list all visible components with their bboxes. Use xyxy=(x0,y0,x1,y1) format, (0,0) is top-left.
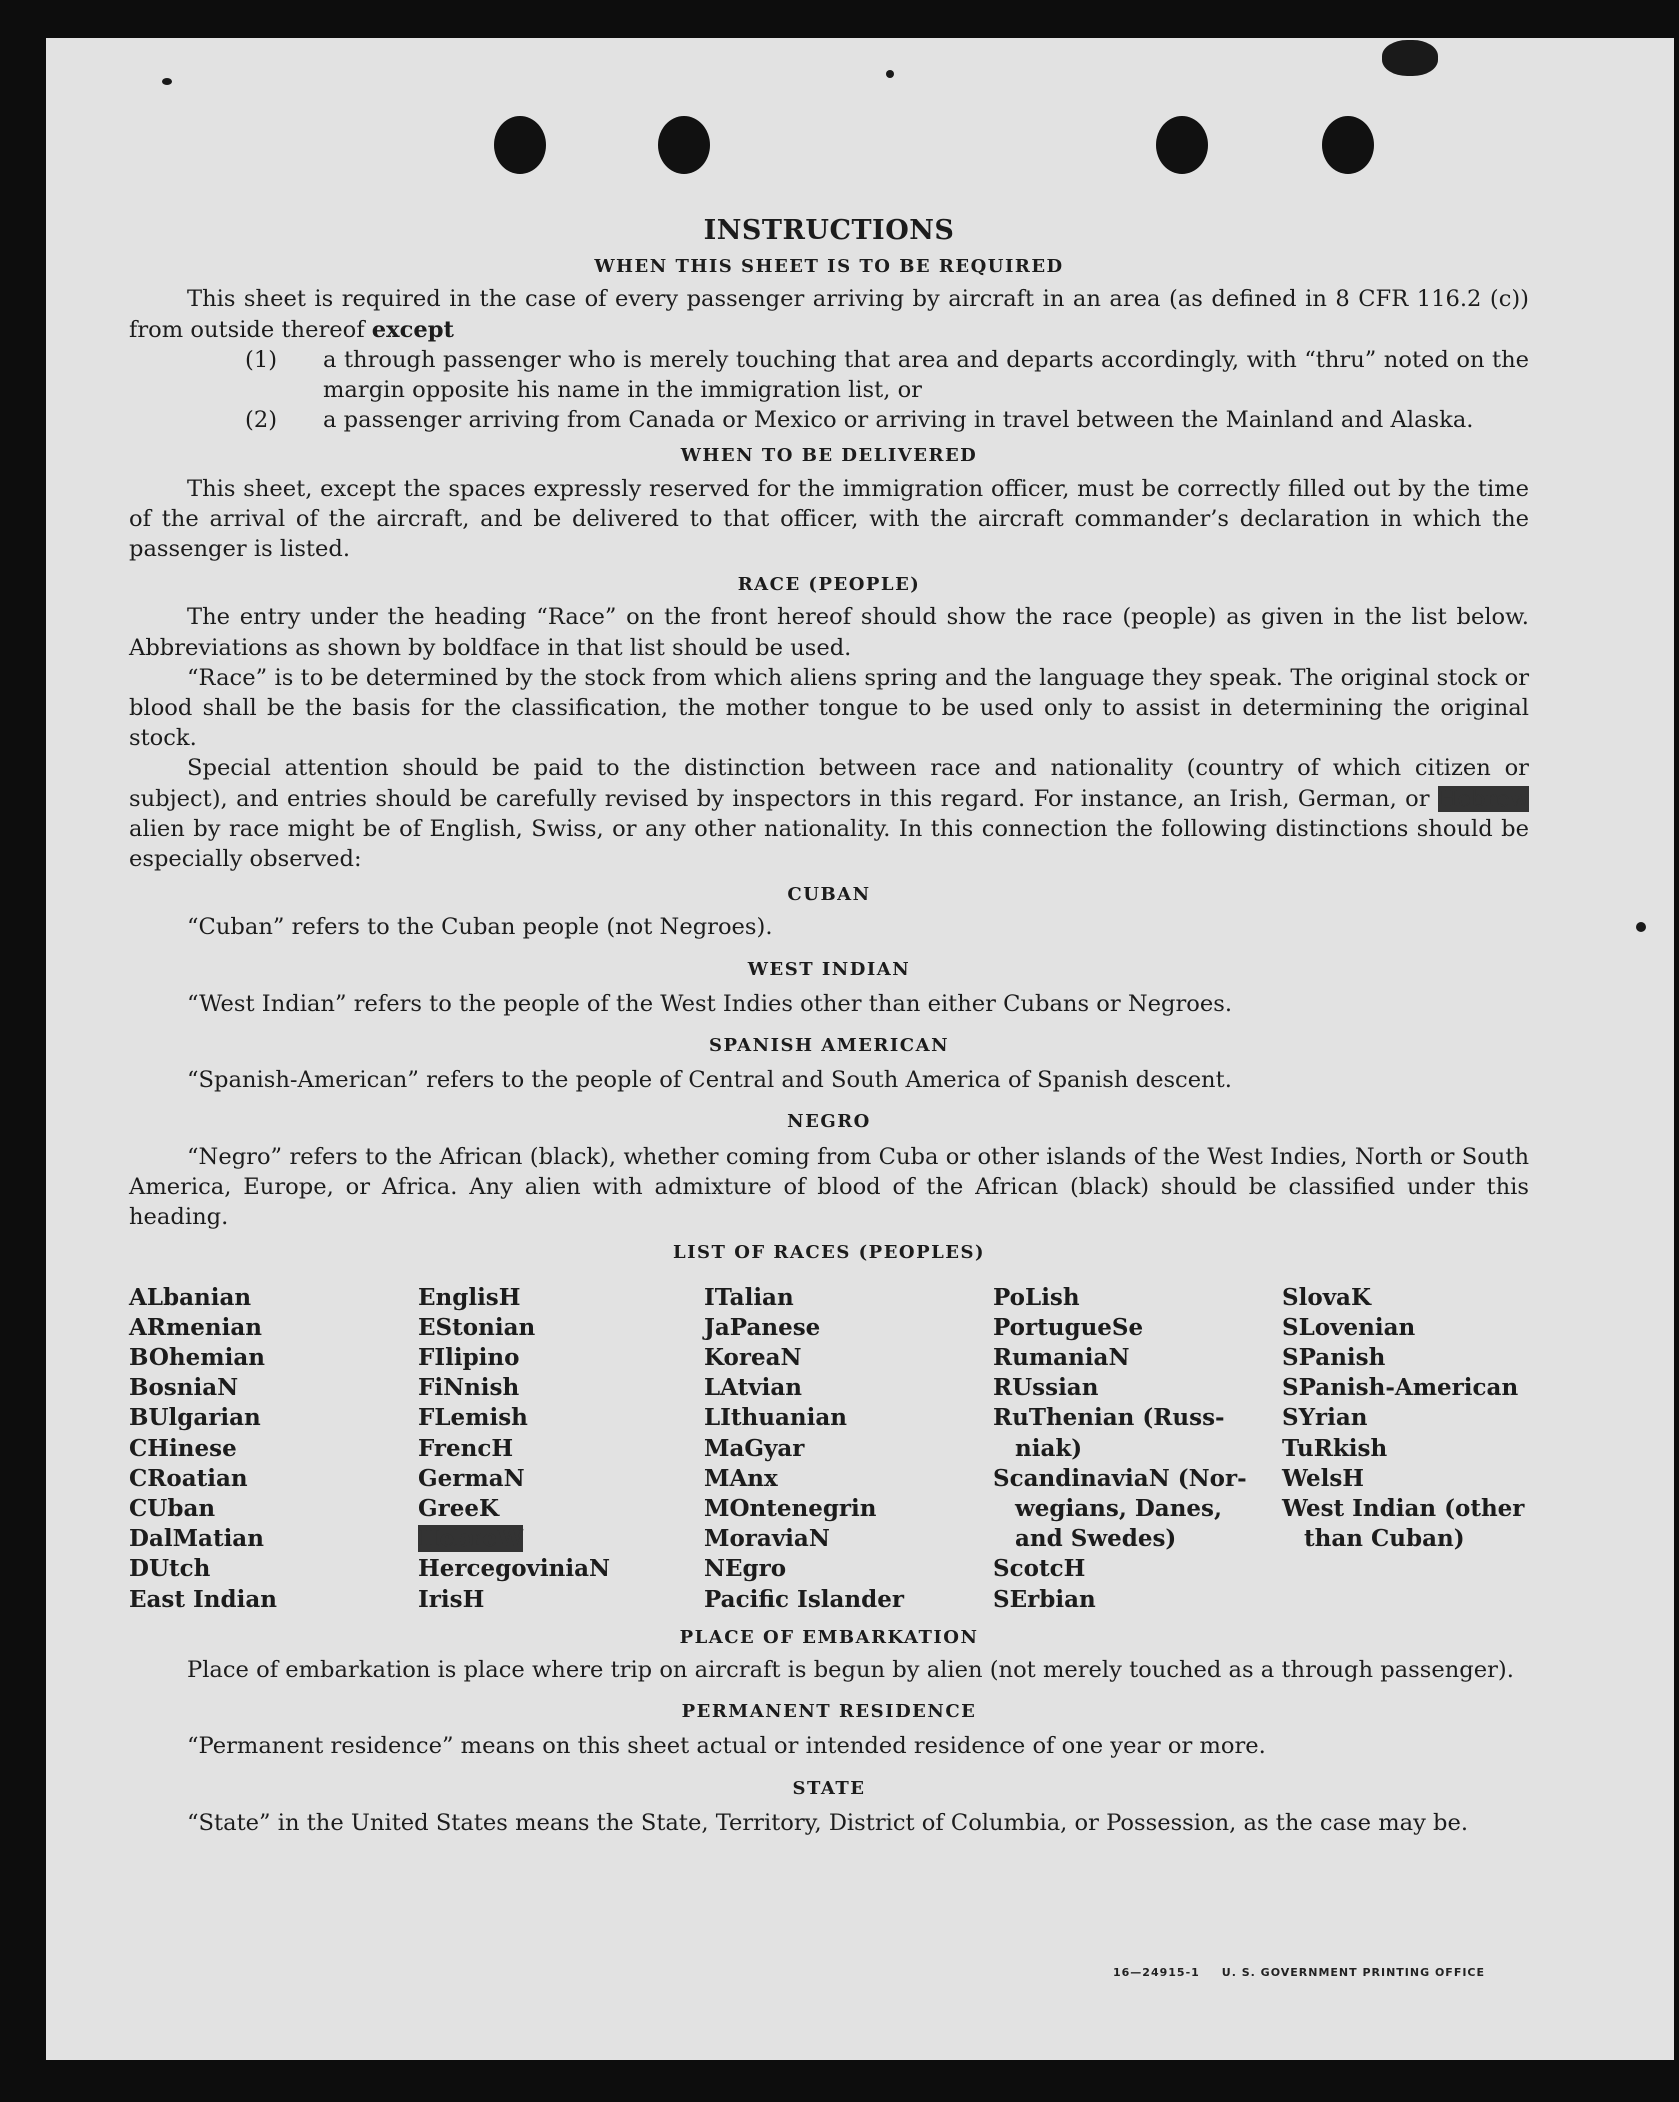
ink-speck xyxy=(1382,40,1438,76)
race-entry: NEgro xyxy=(704,1555,787,1583)
race-entry: ARmenian xyxy=(129,1313,263,1341)
race-entry: PortugueSe xyxy=(993,1313,1144,1341)
race-entry: SPanish-American xyxy=(1282,1374,1519,1402)
heading-race: RACE (PEOPLE) xyxy=(737,574,921,596)
race-entry: FLemish xyxy=(418,1404,528,1432)
embarkation-text: Place of embarkation is place where trip on aircraft is begun by alien (not merely touched as a through passenger). xyxy=(187,1656,1514,1683)
west-indian-text: “West Indian” refers to the people of the West Indies other than either Cubans or Negroes. xyxy=(187,990,1233,1017)
race-entry: ScandinaviaN (Nor- xyxy=(993,1464,1247,1492)
document-page xyxy=(46,38,1674,2060)
race-entry-continued: than Cuban) xyxy=(1304,1525,1465,1553)
race-column-2 xyxy=(418,1283,704,1615)
race-entry: BOhemian xyxy=(129,1343,265,1371)
race-entry: FrencH xyxy=(418,1434,514,1462)
race-entry: SPanish xyxy=(1282,1343,1386,1371)
race-entry-continued: wegians, Danes, xyxy=(1015,1494,1222,1522)
race-entry: East Indian xyxy=(129,1585,277,1613)
state-text: “State” in the United States means the State, Territory, District of Columbia, or Possession, as the case may be. xyxy=(187,1809,1469,1836)
instructions-content xyxy=(129,216,1529,1838)
race-paragraph-3-end: alien by race might be of English, Swiss, or any other nationality. In this connection the following distinctions should be especially observed: xyxy=(129,815,1529,873)
race-entry: CRoatian xyxy=(129,1464,248,1492)
race-entry: FIlipino xyxy=(418,1343,520,1371)
race-entry-continued: and Swedes) xyxy=(1015,1525,1177,1553)
required-intro-text: This sheet is required in the case of every passenger arriving by aircraft in an area (as defined in 8 CFR 116.2 (c)) from outside thereof xyxy=(129,286,1529,343)
race-entry: LIthuanian xyxy=(704,1404,847,1432)
race-entry: SlovaK xyxy=(1282,1283,1371,1311)
race-list xyxy=(129,1283,1529,1615)
race-column-3 xyxy=(704,1283,993,1615)
race-entry: RuThenian (Russ- xyxy=(993,1404,1225,1432)
ink-speck xyxy=(1636,922,1646,932)
race-entry: SLovenian xyxy=(1282,1313,1416,1341)
race-entry: IrisH xyxy=(418,1585,485,1613)
race-entry: MOntenegrin xyxy=(704,1494,877,1522)
punch-hole xyxy=(1322,116,1374,174)
race-entry: KoreaN xyxy=(704,1343,802,1371)
ink-speck xyxy=(886,70,894,78)
punch-hole xyxy=(658,116,710,174)
race-entry: SYrian xyxy=(1282,1404,1368,1432)
list-item xyxy=(129,405,1529,435)
race-entry: ScotcH xyxy=(993,1555,1086,1583)
heading-permanent-residence: PERMANENT RESIDENCE xyxy=(681,1701,977,1723)
race-entry: West Indian (other xyxy=(1282,1494,1525,1522)
form-code: 16—24915-1 xyxy=(1113,1966,1200,1979)
race-column-4 xyxy=(993,1283,1282,1615)
race-paragraph-2: “Race” is to be determined by the stock from which aliens spring and the language they speak. The original stock or blood shall be the basis for the classification, the mother tongue to be used only to assist in determining the original stock. xyxy=(129,664,1529,752)
required-intro xyxy=(129,284,1529,344)
redacted-word: Hebrew xyxy=(1437,785,1529,812)
race-entry: LAtvian xyxy=(704,1374,802,1402)
list-item xyxy=(129,345,1529,405)
punch-hole xyxy=(494,116,546,174)
race-entry: RumaniaN xyxy=(993,1343,1130,1371)
race-entry: Pacific Islander xyxy=(704,1585,904,1613)
heading-required: WHEN THIS SHEET IS TO BE REQUIRED xyxy=(594,256,1064,278)
race-column-1 xyxy=(129,1283,418,1615)
required-intro-except: except xyxy=(371,316,454,343)
race-paragraph-3-start: Special attention should be paid to the distinction between race and nationality (country of which citizen or subject), and entries should be carefully revised by inspectors in this regard. For instance, an Irish, German, or xyxy=(129,755,1529,812)
heading-embarkation: PLACE OF EMBARKATION xyxy=(679,1626,979,1648)
race-entry: ALbanian xyxy=(129,1283,252,1311)
race-paragraph-1: The entry under the heading “Race” on the front hereof should show the race (people) as given in the list below. Abbreviations as shown by boldface in that list should be used. xyxy=(129,604,1529,661)
race-entry: DalMatian xyxy=(129,1525,264,1553)
delivered-text: This sheet, except the spaces expressly reserved for the immigration officer, must be correctly filled out by the time of the arrival of the aircraft, and be delivered to that officer, with the aircraft commander’s declaration in which the passenger is listed. xyxy=(129,475,1529,563)
race-entry: WelsH xyxy=(1282,1464,1365,1492)
heading-cuban: CUBAN xyxy=(787,884,871,906)
list-item-text: a passenger arriving from Canada or Mexico or arriving in travel between the Mainland and Alaska. xyxy=(323,407,1474,434)
page-title: INSTRUCTIONS xyxy=(703,215,955,246)
race-entry-continued: niak) xyxy=(1015,1434,1083,1462)
race-entry: TuRkish xyxy=(1282,1434,1388,1462)
spanish-american-text: “Spanish-American” refers to the people of Central and South America of Spanish descent. xyxy=(187,1067,1232,1094)
printer-name: U. S. GOVERNMENT PRINTING OFFICE xyxy=(1221,1966,1486,1979)
race-entry: BosniaN xyxy=(129,1374,239,1402)
list-item-number: (1) xyxy=(245,346,278,373)
heading-west-indian: WEST INDIAN xyxy=(747,958,911,980)
list-item-number: (2) xyxy=(245,407,278,434)
redacted-word: HebreW xyxy=(418,1525,524,1553)
list-item-text: a through passenger who is merely touching that area and departs accordingly, with “thru” noted on the margin opposite his name in the immigration list, or xyxy=(323,346,1529,404)
race-entry: MaGyar xyxy=(704,1434,805,1462)
race-entry: EnglisH xyxy=(418,1283,521,1311)
negro-text: “Negro” refers to the African (black), whether coming from Cuba or other islands of the West Indies, North or South America, Europe, or Africa. Any alien with admixture of blood of the African (black) should be classified under this heading. xyxy=(129,1143,1529,1231)
race-entry: DUtch xyxy=(129,1555,211,1583)
race-entry: SErbian xyxy=(993,1585,1096,1613)
heading-list-of-races: LIST OF RACES (PEOPLES) xyxy=(672,1242,986,1264)
race-entry: HercegoviniaN xyxy=(418,1555,611,1583)
cuban-text: “Cuban” refers to the Cuban people (not Negroes). xyxy=(187,914,773,941)
race-entry-redacted xyxy=(418,1524,704,1554)
race-entry: RUssian xyxy=(993,1374,1099,1402)
race-entry: GreeK xyxy=(418,1494,500,1522)
heading-delivered: WHEN TO BE DELIVERED xyxy=(680,445,978,467)
punch-hole xyxy=(1156,116,1208,174)
race-column-5 xyxy=(1282,1283,1542,1615)
printer-imprint xyxy=(1113,1966,1507,1979)
ink-speck xyxy=(162,78,172,85)
race-entry: ITalian xyxy=(704,1283,794,1311)
heading-spanish-american: SPANISH AMERICAN xyxy=(708,1035,950,1057)
race-paragraph-3 xyxy=(129,753,1529,874)
race-entry: JaPanese xyxy=(704,1313,821,1341)
heading-negro: NEGRO xyxy=(787,1111,871,1133)
race-entry: BUlgarian xyxy=(129,1404,261,1432)
race-entry: GermaN xyxy=(418,1464,525,1492)
race-entry: FiNnish xyxy=(418,1374,520,1402)
heading-state: STATE xyxy=(792,1777,866,1799)
race-entry: MoraviaN xyxy=(704,1525,830,1553)
race-entry: CUban xyxy=(129,1494,216,1522)
race-entry: PoLish xyxy=(993,1283,1080,1311)
residence-text: “Permanent residence” means on this sheet actual or intended residence of one year or more. xyxy=(187,1733,1266,1760)
race-entry: EStonian xyxy=(418,1313,536,1341)
race-entry: CHinese xyxy=(129,1434,237,1462)
race-entry: MAnx xyxy=(704,1464,778,1492)
